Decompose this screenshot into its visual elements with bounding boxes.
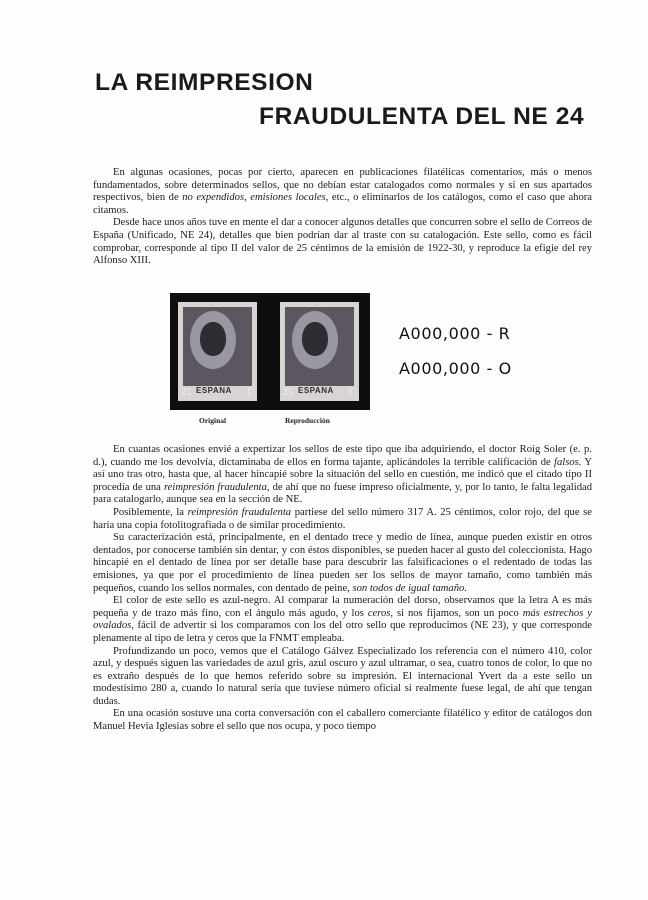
stamp-value: 25 bbox=[283, 387, 293, 398]
stamp-country-label: ESPANA bbox=[196, 386, 232, 395]
paragraph: El color de este sello es azul-negro. Al comparar la numeración del dorso, observamos que la letra A es más pequeña y de trazo más fino, con el ángulo más agudo, y los ceros, si nos fijamos, son un poco más estrechos y ovalados, fácil de advertir si los comparamos con los del otro sello que reproducimos (NE 23), y que corresponde plenamente al tipo de letra y ceros que la FNMT empleaba. bbox=[93, 595, 592, 644]
paragraph: En una ocasión sostuve una corta conversación con el caballero comerciante filatélico y editor de catálogos don Manuel Hevia Iglesias sobre el sello que nos ocupa, y poco tiempo bbox=[93, 708, 592, 733]
paragraph: En algunas ocasiones, pocas por cierto, aparecen en publicaciones filatélicas comentarios, más o menos fundamentados, sobre determinados sellos, que no debían estar catalogados como normales y sí en sus apartados respectivos, bien de no expendidos, emisiones locales, etc., o eliminarlos de los catálogos, como el caso que ahora citamos. bbox=[93, 167, 592, 216]
king-portrait bbox=[200, 322, 226, 356]
page-title-line-1: LA REIMPRESION bbox=[95, 69, 314, 96]
stamp-comparison-figure bbox=[170, 293, 370, 410]
intro-text bbox=[93, 167, 592, 268]
paragraph: En cuantas ocasiones envié a expertizar los sellos de este tipo que iba adquiriendo, el doctor Roig Soler (e. p. d.), cuando me los devolvía, dictaminaba de ellos en forma tajante, aplicándoles la terrible calificación de falsos. Y así uno tras otro, hasta que, al hacer hincapié sobre la situación del sello en cuestión, me indicó que el citado tipo II procedía de una reimpresión fraudulenta, de ahí que no fuese impreso oficialmente, y, por lo tanto, le falta legalidad para catalogarlo, aunque sea en la sección de NE. bbox=[93, 444, 592, 506]
number-sample-r: A000,000 - R bbox=[399, 324, 511, 343]
stamp-value: 25 bbox=[181, 387, 191, 398]
page-title-line-2: FRAUDULENTA DEL NE 24 bbox=[259, 103, 585, 130]
paragraph: Su caracterización está, principalmente, en el dentado trece y medio de línea, aunque pueden existir en otros dentados, por conocerse también sin dentar, y con éstos disponibles, se pueden hacer al gusto del coleccionista. Hago hincapié en el dentado de línea por ser detalle base para descubrir las falsificaciones o el redentado de todas las emisiones, ya que por el procedimiento de línea pueden ser los sellos de mayor tamaño, como también más pequeños, cuando los sellos normales, con dentado de peine, son todos de igual tamaño. bbox=[93, 532, 592, 594]
body-text bbox=[93, 444, 592, 734]
caption-reproduction: Reproducción bbox=[285, 416, 330, 425]
king-portrait bbox=[302, 322, 328, 356]
number-sample-o: A000,000 - O bbox=[399, 359, 512, 378]
caption-original: Original bbox=[199, 416, 227, 425]
paragraph: Profundizando un poco, vemos que el Catálogo Gálvez Especializado los referencia con el número 410, color azul, y después siguen las variedades de azul gris, azul oscuro y azul ultramar, o sea, cuatro tonos de color, lo que no es extraño después de lo que hemos referido sobre su impresión. El internacional Yvert da a este sello un modestísimo 280 a, cuando lo natural sería que tuviese número oficial si realmente fuese legal, de ahí que tengan dudas. bbox=[93, 645, 592, 707]
original-stamp-image bbox=[178, 302, 257, 401]
stamp-cents: C bbox=[348, 387, 356, 398]
paragraph: Desde hace unos años tuve en mente el dar a conocer algunos detalles que concurren sobre el sello de Correos de España (Unificado, NE 24), detalles que bien podrían dar al traste con su catalogación. Este sello, como es fácil comprobar, corresponde al tipo II del valor de 25 céntimos de la emisión de 1922-30, y reproduce la efigie del rey Alfonso XIII. bbox=[93, 217, 592, 267]
paragraph: Posiblemente, la reimpresión fraudulenta partiese del sello número 317 A. 25 céntimos, color rojo, del que se haría una copia fotolitografiada o de similar procedimiento. bbox=[93, 506, 592, 531]
reproduction-stamp-image bbox=[280, 302, 359, 401]
stamp-cents: C bbox=[246, 387, 254, 398]
stamp-country-label: ESPANA bbox=[298, 386, 334, 395]
